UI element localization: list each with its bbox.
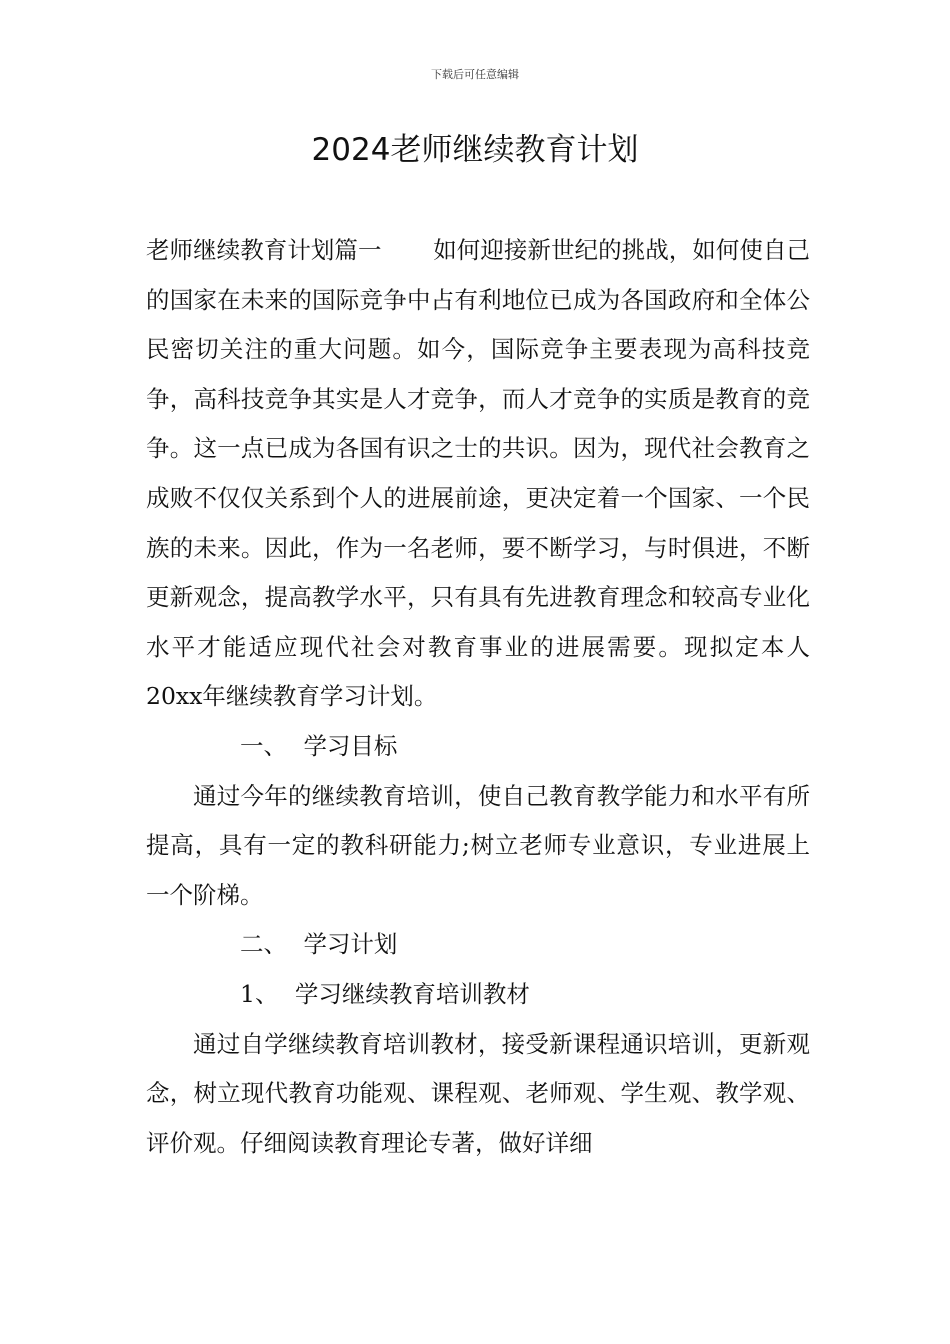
- subsection-1-paragraph: 通过自学继续教育培训教材，接受新课程通识培训，更新观念，树立现代教育功能观、课程观、老师观、学生观、教学观、评价观。仔细阅读教育理论专著，做好详细: [146, 1029, 810, 1157]
- section-heading-1: [146, 722, 810, 772]
- intro-paragraph: [146, 226, 810, 722]
- section-title: 老师继续教育计划篇一: [146, 236, 382, 264]
- section-heading-2: [146, 920, 810, 970]
- header-note: 下载后可任意编辑: [431, 68, 519, 81]
- intro-text: 如何迎接新世纪的挑战，如何使自己的国家在未来的国际竞争中占有利地位已成为各国政府和全体公民密切关注的重大问题。如今，国际竞争主要表现为高科技竞争，高科技竞争其实是人才竞争，而人才竞争的实质是教育的竞争。这一点已成为各国有识之士的共识。因为，现代社会教育之成败不仅仅关系到个人的进展前途，更决定着一个国家、一个民族的未来。因此，作为一名老师，要不断学习，与时俱进，不断更新观念，提高教学水平，只有具有先进教育理念和较高专业化水平才能适应现代社会对教育事业的进展需要。现拟定本人20xx年继续教育学习计划。: [146, 236, 811, 711]
- section-1-paragraph: 通过今年的继续教育培训，使自己教育教学能力和水平有所提高，具有一定的教科研能力;树立老师专业意识，专业进展上一个阶梯。: [146, 781, 810, 909]
- document-body: [146, 226, 810, 1168]
- section-number-1: 一、: [240, 731, 287, 760]
- document-title: 2024老师继续教育计划: [311, 132, 639, 168]
- subsection-heading-1-title: 学习继续教育培训教材: [294, 979, 530, 1008]
- subsection-number-1: 1、: [240, 979, 279, 1008]
- section-number-2: 二、: [240, 930, 287, 959]
- section-heading-2-title: 学习计划: [303, 930, 398, 959]
- subsection-heading-1: [146, 970, 810, 1020]
- section-heading-1-title: 学习目标: [303, 731, 398, 760]
